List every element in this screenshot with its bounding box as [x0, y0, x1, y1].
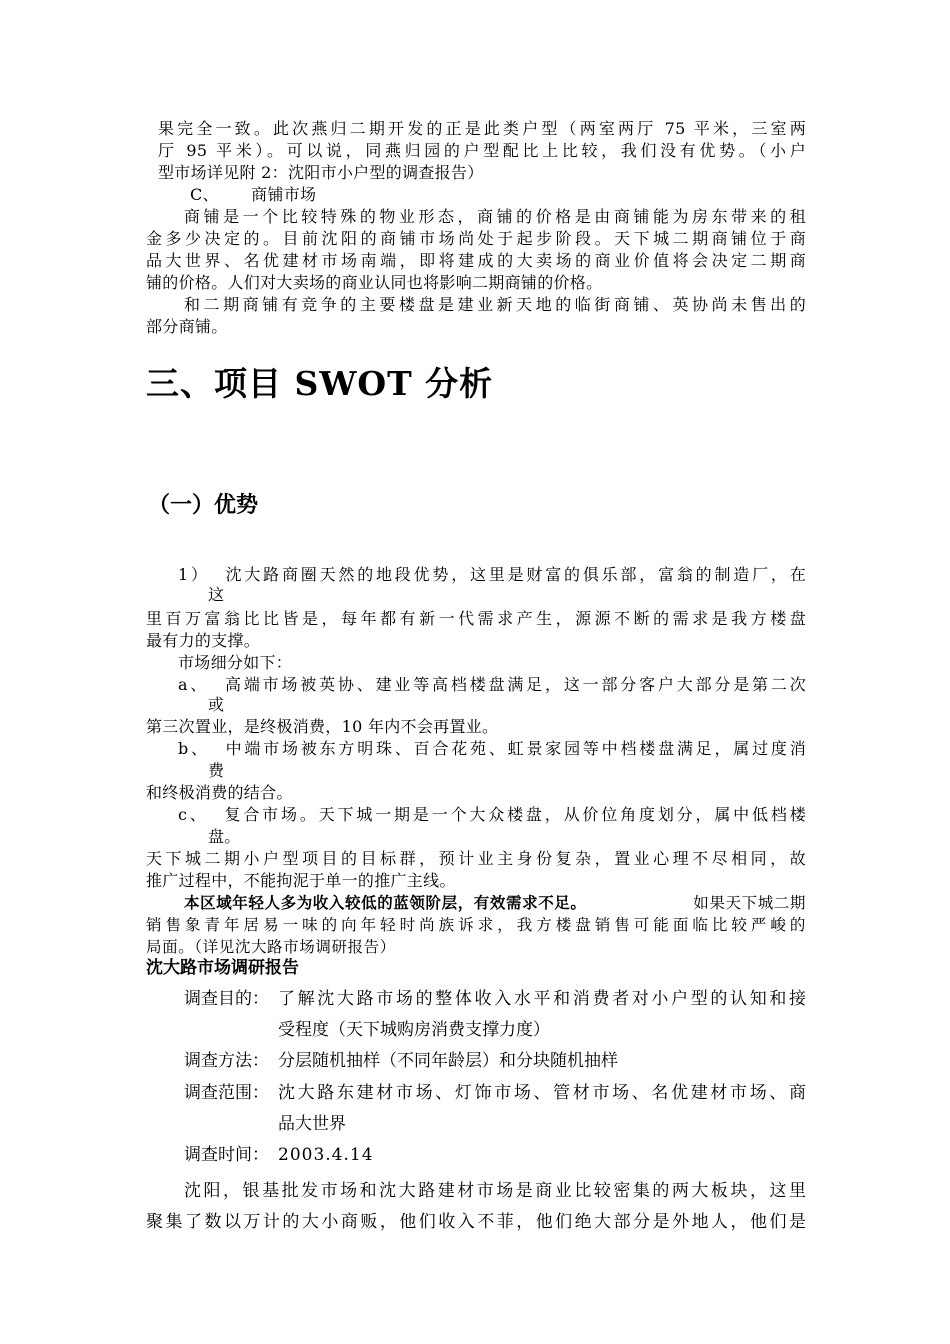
- body-text-line: 和终极消费的结合。: [146, 783, 293, 802]
- body-text-line: 最有力的支撑。: [146, 631, 261, 650]
- list-item-wrap: 费: [208, 761, 225, 780]
- young-people-line: [184, 893, 806, 913]
- body-text-line: 第三次置业，是终极消费，10 年内不会再置业。: [146, 717, 499, 736]
- body-text-line: 厅 95 平米）。可以说，同燕归园的户型配比上比较，我们没有优势。（小户: [158, 141, 806, 160]
- body-text-line: 商铺是一个比较特殊的物业形态，商铺的价格是由商铺能为房东带来的租: [184, 207, 806, 226]
- list-item-b: b、 中端市场被东方明珠、百合花苑、虹景家园等中档楼盘满足，属过度消: [178, 739, 806, 758]
- body-text-line: 天下城二期小户型项目的目标群，预计业主身份复杂，置业心理不尽相同，故: [146, 849, 806, 868]
- survey-purpose-value-cont: 受程度（天下城购房消费支撑力度）: [278, 1020, 550, 1040]
- segment-intro: 市场细分如下：: [178, 653, 293, 672]
- list-item-a: a、 高端市场被英协、建业等高档楼盘满足，这一部分客户大部分是第二次: [178, 675, 806, 694]
- body-text-line: 聚集了数以万计的大小商贩，他们收入不菲，他们绝大部分是外地人，他们是: [146, 1212, 806, 1232]
- list-item-c: c、 复合市场。天下城一期是一个大众楼盘，从价位角度划分，属中低档楼: [178, 805, 806, 824]
- survey-purpose-value: 了解沈大路市场的整体收入水平和消费者对小户型的认知和接: [278, 989, 806, 1009]
- survey-method-label: 调查方法：: [184, 1051, 269, 1071]
- list-item-1: 1） 沈大路商圈天然的地段优势，这里是财富的俱乐部，富翁的制造厂，在: [178, 565, 806, 584]
- survey-title: 沈大路市场调研报告: [146, 958, 299, 978]
- body-text-line: 沈阳，银基批发市场和沈大路建材市场是商业比较密集的两大板块，这里: [184, 1181, 806, 1201]
- list-item-wrap: 这: [208, 585, 225, 604]
- subsection-title: （一）优势: [148, 493, 259, 518]
- body-text-line: 果完全一致。此次燕归二期开发的正是此类户型（两室两厅 75 平米，三室两: [158, 119, 806, 138]
- survey-scope-value: 沈大路东建材市场、灯饰市场、管材市场、名优建材市场、商: [278, 1083, 806, 1103]
- survey-method-value: 分层随机抽样（不同年龄层）和分块随机抽样: [278, 1051, 618, 1071]
- survey-time-value: 2003.4.14: [278, 1145, 374, 1165]
- body-text-line: 型市场详见附 2：沈阳市小户型的调查报告）: [158, 163, 484, 182]
- survey-time-label: 调查时间：: [184, 1145, 269, 1165]
- survey-scope-label: 调查范围：: [184, 1083, 269, 1103]
- young-bold-text: 本区域年轻人多为收入较低的蓝领阶层，有效需求不足。: [184, 893, 587, 912]
- survey-purpose-label: 调查目的：: [184, 989, 269, 1009]
- subheading-shop-market: C、 商铺市场: [190, 185, 317, 204]
- section-title: 三、项目 SWOT 分析: [146, 364, 494, 403]
- survey-scope-value-cont: 品大世界: [278, 1114, 346, 1134]
- body-text-line: 局面。（详见沈大路市场调研报告）: [146, 938, 396, 956]
- body-text-line: 铺的价格。人们对大卖场的商业认同也将影响二期商铺的价格。: [146, 273, 603, 292]
- body-text-line: 销售象青年居易一味的向年轻时尚族诉求，我方楼盘销售可能面临比较严峻的: [146, 916, 806, 934]
- body-text-line: 和二期商铺有竞争的主要楼盘是建业新天地的临街商铺、英协尚未售出的: [184, 295, 806, 314]
- body-text-line: 品大世界、名优建材市场南端，即将建成的大卖场的商业价值将会决定二期商: [146, 251, 806, 270]
- body-text-line: 部分商铺。: [146, 317, 228, 336]
- body-text-line: 金多少决定的。目前沈阳的商铺市场尚处于起步阶段。天下城二期商铺位于商: [146, 229, 806, 248]
- list-item-wrap: 或: [208, 695, 225, 714]
- body-text-line: 推广过程中，不能拘泥于单一的推广主线。: [146, 871, 456, 890]
- list-item-wrap: 盘。: [208, 827, 241, 846]
- body-text-line: 里百万富翁比比皆是，每年都有新一代需求产生，源源不断的需求是我方楼盘: [146, 609, 806, 628]
- young-rest-text: 如果天下城二期: [693, 894, 806, 912]
